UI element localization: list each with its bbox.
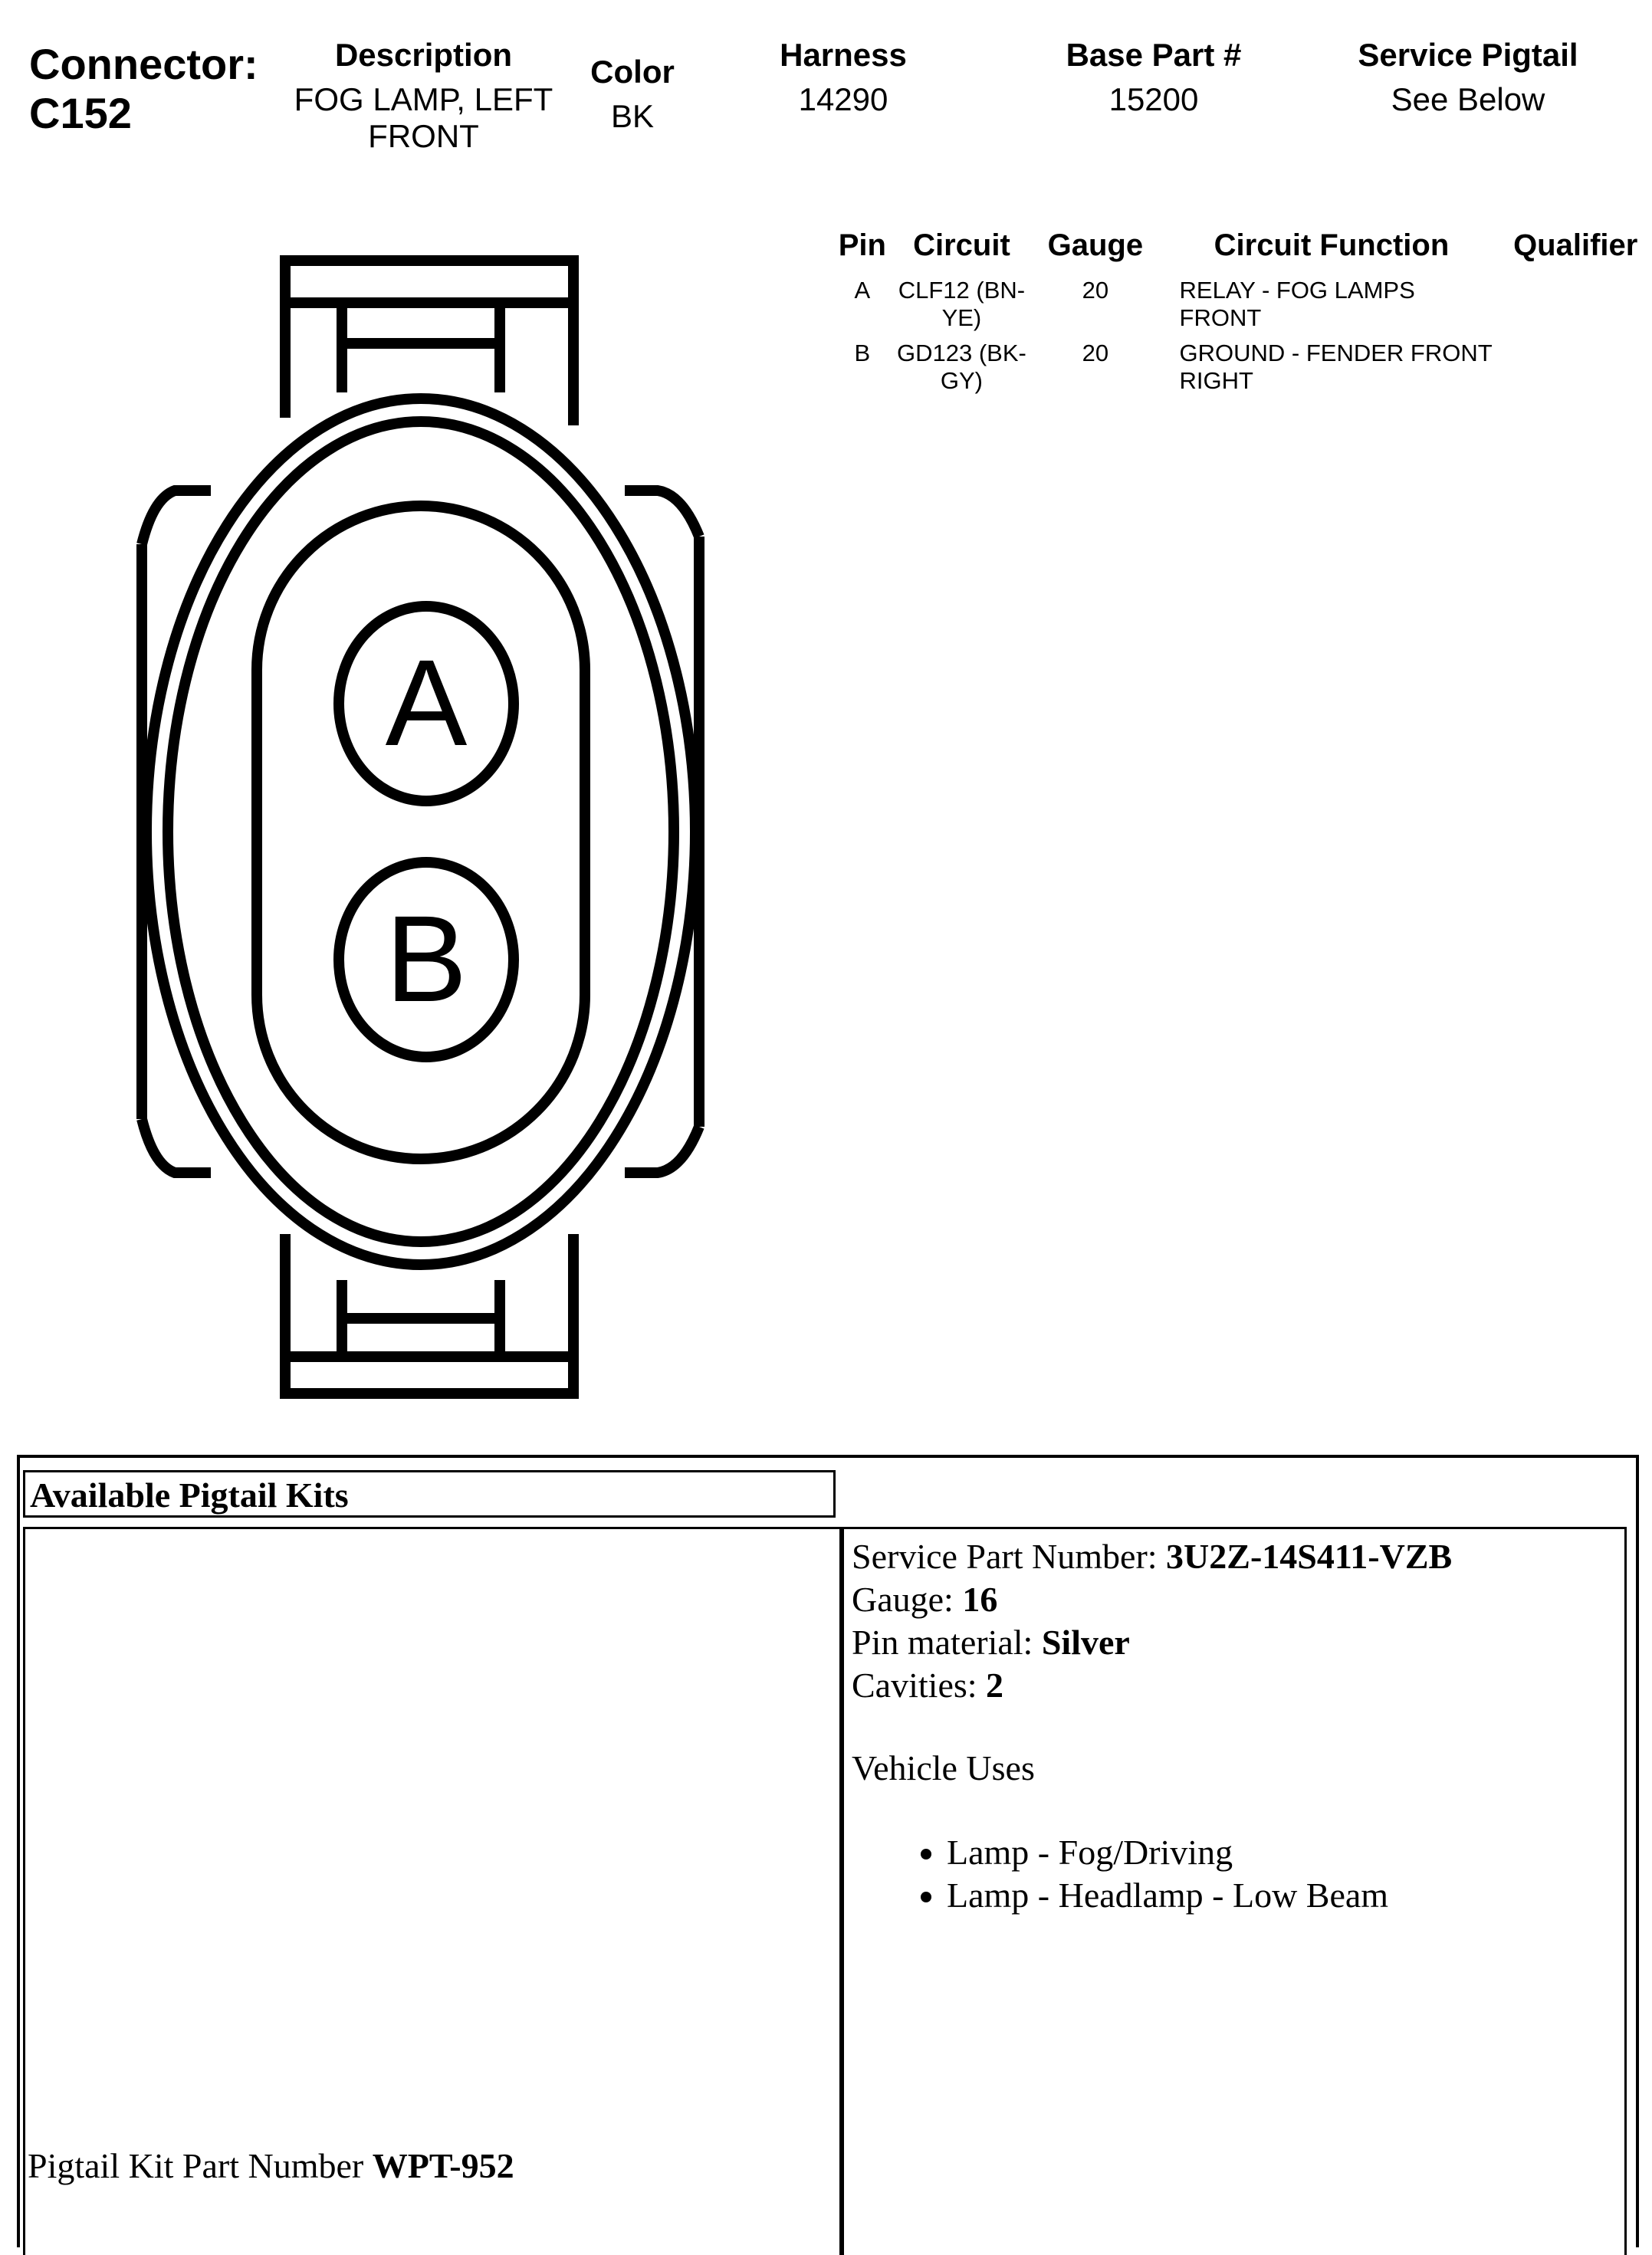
gauge-row xyxy=(852,1578,1617,1621)
circuit-cell: CLF12 (BN-YE) xyxy=(898,277,1026,331)
color-value: BK xyxy=(610,98,655,134)
bottom-latch xyxy=(285,1234,573,1393)
gauge-value: 16 xyxy=(962,1580,998,1619)
vehicle-uses-list xyxy=(852,1831,1617,1917)
pigtail-details-panel xyxy=(842,1527,1627,2255)
connector-label-title: Connector: xyxy=(29,40,258,88)
gauge-cell: 20 xyxy=(1082,277,1109,304)
base-part-value: 15200 xyxy=(1108,81,1199,117)
gauge-label: Gauge: xyxy=(852,1580,954,1619)
left-side-tab xyxy=(142,491,211,1173)
pin-cell: A xyxy=(854,277,871,304)
cavities-label: Cavities: xyxy=(852,1666,977,1705)
service-part-value: 3U2Z-14S411-VZB xyxy=(1166,1537,1453,1576)
connector-outer-shell xyxy=(146,399,695,1265)
gauge-cell: 20 xyxy=(1082,340,1109,366)
harness-value: 14290 xyxy=(798,81,888,117)
kit-part-value: WPT-952 xyxy=(372,2146,514,2185)
cavities-row xyxy=(852,1664,1617,1707)
connector-inner-shell xyxy=(168,422,674,1242)
pin-a-label: A xyxy=(385,634,468,771)
circuit-function-cell: RELAY - FOG LAMPS FRONT xyxy=(1179,277,1415,331)
description-header: Description xyxy=(334,37,513,73)
gauge-column-header: Gauge xyxy=(1047,228,1144,262)
circuit-column-header: Circuit xyxy=(913,228,1010,262)
service-pigtail-value: See Below xyxy=(1391,81,1545,117)
list-item: • Lamp - Fog/Driving xyxy=(947,1831,1617,1874)
pigtail-kits-title: Available Pigtail Kits xyxy=(23,1470,836,1518)
circuit-function-column-header: Circuit Function xyxy=(1214,228,1450,262)
circuit-cell: GD123 (BK-GY) xyxy=(897,340,1026,394)
qualifier-column-header: Qualifier xyxy=(1513,228,1638,262)
connector-id: C152 xyxy=(29,89,132,137)
pigtail-kit-part-number xyxy=(28,2145,514,2188)
service-part-number xyxy=(852,1535,1617,1578)
pin-cell: B xyxy=(854,340,871,366)
pin-material-label: Pin material: xyxy=(852,1623,1033,1662)
circuit-function-cell: GROUND - FENDER FRONT RIGHT xyxy=(1179,340,1493,394)
harness-header: Harness xyxy=(780,37,907,73)
vehicle-uses-title: Vehicle Uses xyxy=(852,1748,1035,1787)
service-pigtail-header: Service Pigtail xyxy=(1358,37,1578,73)
service-part-label: Service Part Number: xyxy=(852,1537,1158,1576)
pin-column-header: Pin xyxy=(838,228,886,262)
cavities-value: 2 xyxy=(986,1666,1004,1705)
list-item: • Lamp - Headlamp - Low Beam xyxy=(947,1874,1617,1917)
right-side-tab xyxy=(625,491,699,1173)
pin-material-value: Silver xyxy=(1041,1623,1130,1662)
color-header: Color xyxy=(590,54,675,90)
pin-material-row xyxy=(852,1621,1617,1664)
kit-part-label: Pigtail Kit Part Number xyxy=(28,2146,364,2185)
description-value: FOG LAMP, LEFT FRONT xyxy=(294,81,553,154)
base-part-header: Base Part # xyxy=(1066,37,1242,73)
pin-b-label: B xyxy=(385,890,468,1027)
